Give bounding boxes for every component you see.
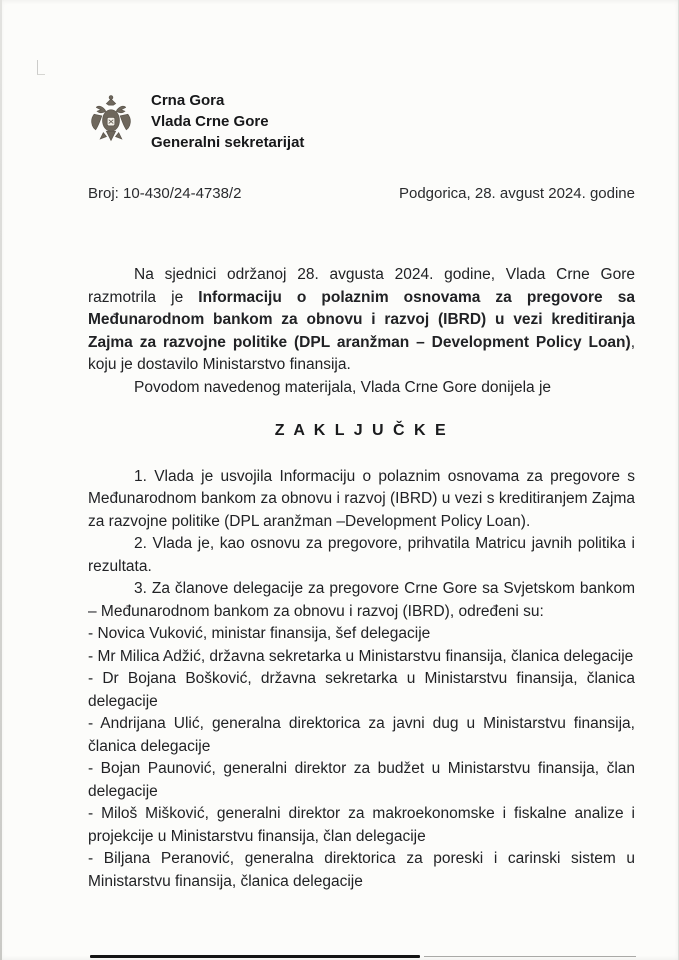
delegate-item-1: - Novica Vuković, ministar finansija, šef delegacije bbox=[88, 625, 431, 642]
document-body bbox=[88, 264, 635, 893]
org-country: Crna Gora bbox=[151, 92, 225, 109]
lead-in-paragraph: Povodom navedenog materijala, Vlada Crne Gore donijela je bbox=[134, 378, 552, 396]
document-content bbox=[88, 0, 635, 893]
conclusion-item-3: 3. Za članove delegacije za pregovore Crne Gore sa Svjetskom bankom – Međunarodnom bankom za obnovu i razvoj (IBRD), određeni su: bbox=[88, 580, 635, 620]
intro-text-start: Na sjednici održanoj 28. avgusta 2024. godine, Vlada Crne Gore razmotrila je bbox=[88, 266, 635, 306]
delegate-item-3: - Dr Bojana Bošković, državna sekretarka u Ministarstvu finansija, članica delegacije bbox=[88, 670, 635, 710]
scan-artifact-bottom-line bbox=[90, 955, 420, 958]
conclusion-item-1: 1. Vlada je usvojila Informaciju o polaznim osnovama za pregovore s Međunarodnom bankom za obnovu i razvoj (IBRD) u vezi s kreditiranjem Zajma za razvojne politike (DPL aranžman –Development Policy Loan). bbox=[88, 467, 635, 530]
letterhead bbox=[88, 90, 635, 153]
org-block bbox=[151, 90, 304, 153]
org-secretariat: Generalni sekretarijat bbox=[151, 134, 305, 151]
reference-line bbox=[88, 185, 635, 202]
delegate-item-6: - Miloš Mišković, generalni direktor za makroekonomske i fiskalne analize i projekcije u Ministarstvu finansija, član delegacije bbox=[88, 805, 635, 845]
intro-text-bold: Informaciju o polaznim osnovama za pregovore sa Međunarodnom bankom za obnovu i razvoj (IBRD) u vezi kreditiranja Zajma za razvojne politike (DPL aranžman – Development Policy Loan) bbox=[88, 288, 635, 351]
scan-artifact-bottom-faint-line bbox=[424, 956, 636, 957]
place-and-date: Podgorica, 28. avgust 2024. godine bbox=[398, 185, 635, 202]
org-government: Vlada Crne Gore bbox=[151, 113, 269, 130]
coat-of-arms-icon bbox=[88, 94, 134, 150]
conclusion-item-2: 2. Vlada je, kao osnovu za pregovore, prihvatila Matricu javnih politika i rezultata. bbox=[88, 535, 635, 575]
delegate-item-5: - Bojan Paunović, generalni direktor za budžet u Ministarstvu finansija, član delegacije bbox=[88, 760, 635, 800]
intro-text-end: , koju je dostavilo Ministarstvo finansija. bbox=[88, 333, 635, 373]
conclusions-heading: Z A K L J U Č K E bbox=[274, 422, 449, 439]
intro-paragraph bbox=[88, 264, 635, 377]
delegate-item-7: - Biljana Peranović, generalna direktorica za poreski i carinski sistem u Ministarstvu finansija, članica delegacije bbox=[88, 850, 635, 890]
delegate-item-4: - Andrijana Ulić, generalna direktorica za javni dug u Ministarstvu finansija, članica delegacije bbox=[88, 715, 635, 755]
scan-artifact bbox=[37, 60, 45, 75]
scan-edge-left bbox=[0, 0, 2, 960]
reference-number: Broj: 10-430/24-4738/2 bbox=[88, 185, 242, 202]
delegate-item-2: - Mr Milica Adžić, državna sekretarka u Ministarstvu finansija, članica delegacije bbox=[88, 647, 634, 665]
